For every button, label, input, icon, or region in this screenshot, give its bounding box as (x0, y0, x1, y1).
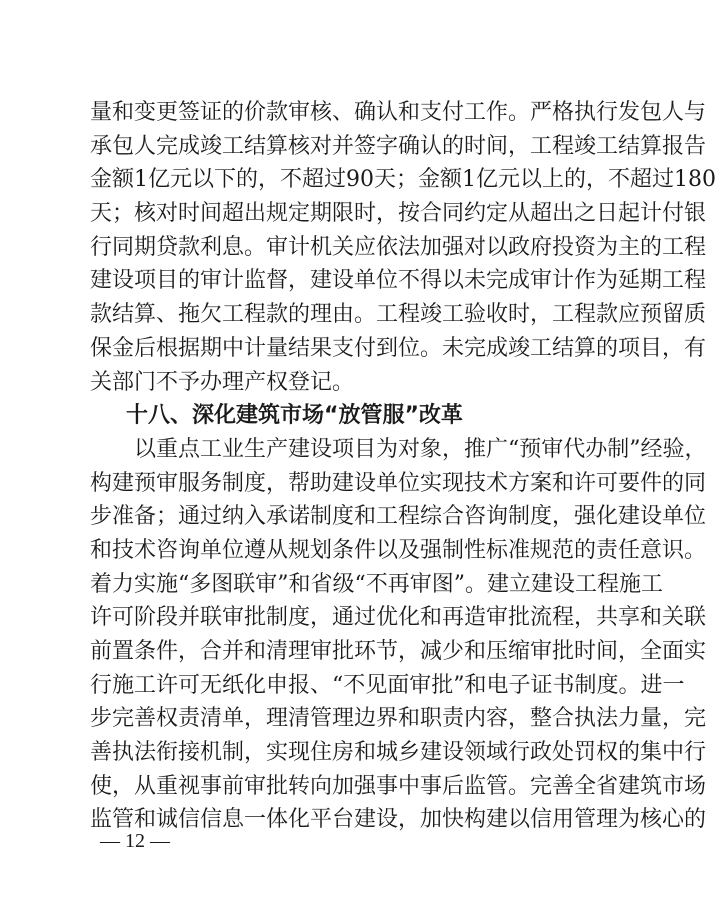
text-line: 善执法衔接机制，实现住房和城乡建设领域行政处罚权的集中行 (90, 740, 707, 766)
paragraph-2 (90, 433, 707, 837)
text-line: 量和变更签证的价款审核、确认和支付工作。严格执行发包人与 (90, 100, 707, 125)
text-line: 许可阶段并联审批制度，通过优化和再造审批流程，共享和关联 (90, 605, 707, 631)
text-line: 保金后根据期中计量结果支付到位。未完成竣工结算的项目，有 (90, 335, 707, 361)
text-line: 以重点工业生产建设项目为对象，推广“预审代办制”经验， (134, 436, 707, 462)
text-line: 承包人完成竣工结算核对并签字确认的时间，工程竣工结算报告 (90, 133, 707, 159)
page-number: — 12 — (100, 830, 170, 852)
text-line: 步准备；通过纳入承诺制度和工程综合咨询制度，强化建设单位 (90, 504, 707, 530)
paragraph-1 (90, 96, 716, 399)
text-line: 前置条件，合并和清理审批环节，减少和压缩审批时间，全面实 (90, 639, 707, 664)
text-line: 和技术咨询单位遵从规划条件以及强制性标准规范的责任意识。 (90, 537, 707, 563)
text-line: 着力实施“多图联审”和省级“不再审图”。建立建设工程施工 (90, 571, 663, 597)
text-line: 款结算、拖欠工程款的理由。工程竣工验收时，工程款应预留质 (90, 302, 707, 328)
text-line: 监管和诚信信息一体化平台建设，加快构建以信用管理为核心的 (90, 807, 707, 833)
text-line: 使，从重视事前审批转向加强事中事后监管。完善全省建筑市场 (90, 773, 707, 799)
text-line: 建设项目的审计监督，建设单位不得以未完成审计作为延期工程 (90, 268, 707, 294)
text-line: 构建预审服务制度，帮助建设单位实现技术方案和许可要件的同 (90, 470, 707, 496)
text-line: 行施工许可无纸化申报、“不见面审批”和电子证书制度。进一 (90, 672, 685, 698)
text-line: 步完善权责清单，理清管理边界和职责内容，整合执法力量，完 (90, 706, 707, 732)
text-line: 关部门不予办理产权登记。 (90, 369, 355, 395)
section-heading: 十八、深化建筑市场“放管服”改革 (126, 403, 463, 429)
text-line: 天；核对时间超出规定期限时，按合同约定从超出之日起计付银 (90, 201, 707, 227)
text-line: 金额1亿元以下的，不超过90天；金额1亿元以上的，不超过180 (90, 167, 716, 193)
text-line: 行同期贷款利息。审计机关应依法加强对以政府投资为主的工程 (90, 234, 707, 260)
document-page (90, 96, 716, 837)
